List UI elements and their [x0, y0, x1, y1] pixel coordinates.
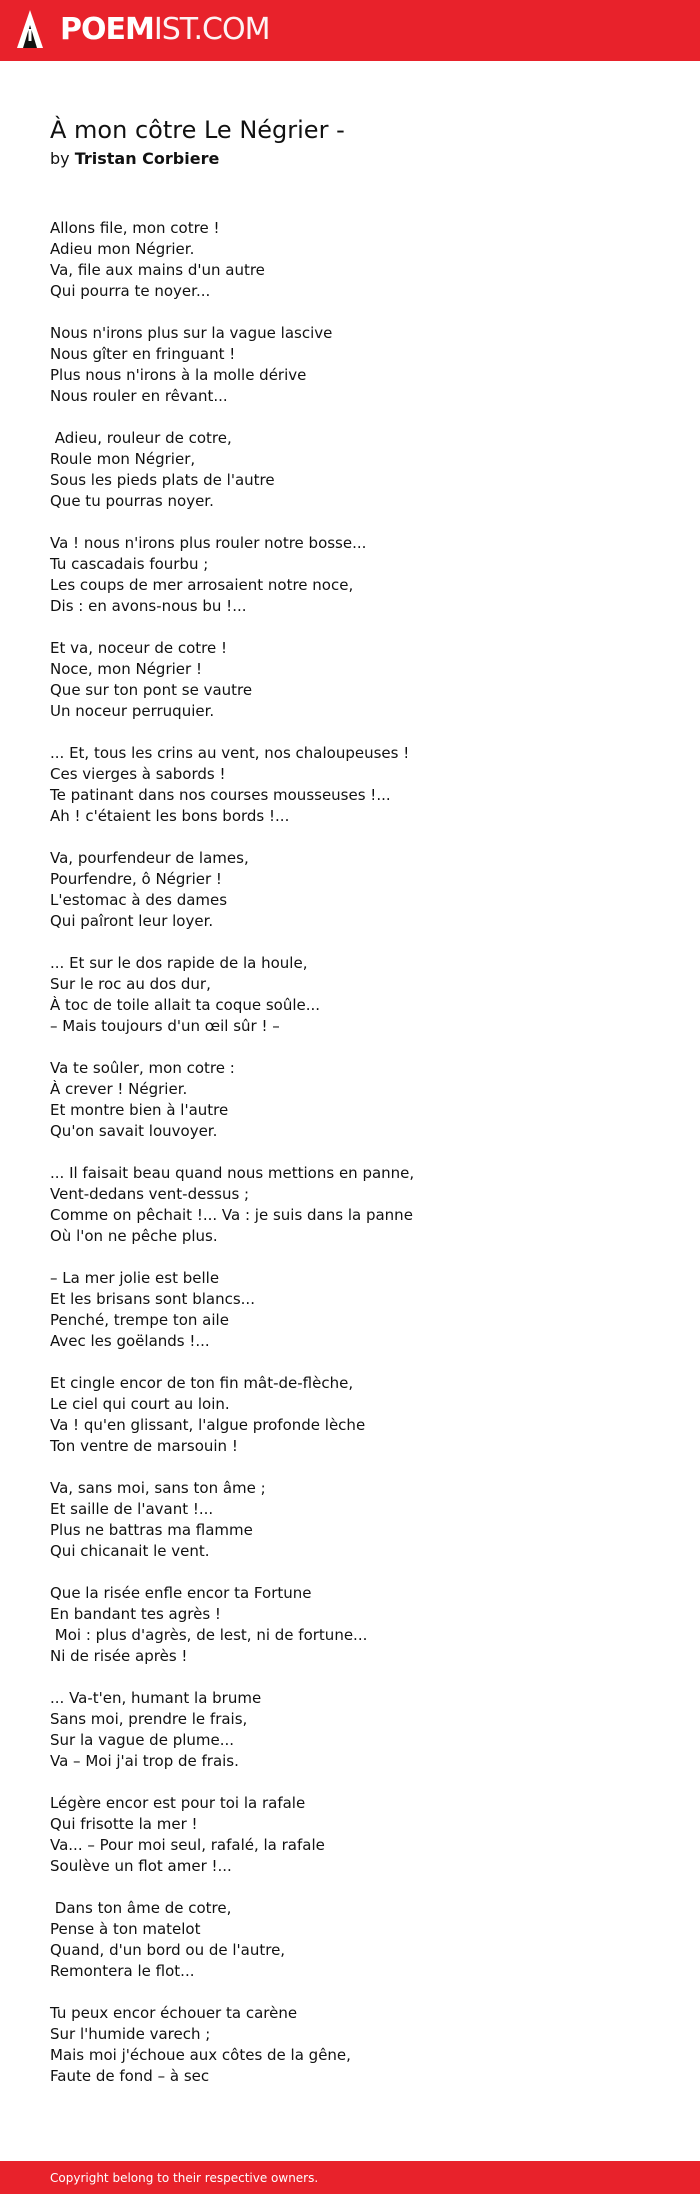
- poem-line: Pourfendre, ô Négrier !: [50, 870, 222, 888]
- poem-stanza: [50, 953, 650, 1037]
- poem-line: Penché, trempe ton aile: [50, 1311, 229, 1329]
- site-footer: [0, 2161, 700, 2194]
- poem-line: Quand, d'un bord ou de l'autre,: [50, 1941, 286, 1959]
- poem-line: Va, file aux mains d'un autre: [50, 261, 265, 279]
- poem-line: Qu'on savait louvoyer.: [50, 1122, 218, 1140]
- poem-line: Où l'on ne pêche plus.: [50, 1227, 218, 1245]
- poem-stanza: [50, 323, 650, 407]
- poem-line: Va, pourfendeur de lames,: [50, 849, 249, 867]
- poem-line: Sur la vague de plume...: [50, 1731, 235, 1749]
- poem-line: Tu peux encor échouer ta carène: [50, 2004, 298, 2022]
- poem-line: Que tu pourras noyer.: [50, 492, 214, 510]
- poem-line: À toc de toile allait ta coque soûle...: [50, 996, 321, 1014]
- copyright-text: Copyright belong to their respective owners.: [50, 2171, 319, 2185]
- poem-line: Et saille de l'avant !...: [50, 1500, 214, 1518]
- poem-stanza: [50, 1478, 650, 1562]
- poem-line: Qui chicanait le vent.: [50, 1542, 210, 1560]
- poem-line: Un noceur perruquier.: [50, 702, 215, 720]
- pen-nib-icon[interactable]: [16, 9, 44, 51]
- poem-line: Et les brisans sont blancs...: [50, 1290, 255, 1308]
- poem-stanza: [50, 743, 650, 827]
- poem-line: Te patinant dans nos courses mousseuses !...: [50, 786, 391, 804]
- poem-line: Roule mon Négrier,: [50, 450, 196, 468]
- poem-line: Faute de fond – à sec: [50, 2067, 210, 2085]
- poem-stanza: [50, 218, 650, 302]
- poem-line: Comme on pêchait !... Va : je suis dans la panne: [50, 1206, 413, 1224]
- poem-line: Va ! qu'en glissant, l'algue profonde lèche: [50, 1416, 366, 1434]
- poem-body: [50, 218, 650, 2108]
- poem-line: Nous gîter en fringuant !: [50, 345, 236, 363]
- poem-line: Ah ! c'étaient les bons bords !...: [50, 807, 290, 825]
- poem-stanza: [50, 1163, 650, 1247]
- poem-line: Remontera le flot...: [50, 1962, 195, 1980]
- poem-line: Le ciel qui court au loin.: [50, 1395, 230, 1413]
- poem-stanza: [50, 1268, 650, 1352]
- poem-stanza: [50, 1373, 650, 1457]
- poem-line: Ton ventre de marsouin !: [50, 1437, 238, 1455]
- poem-stanza: [50, 428, 650, 512]
- poem-line: Va, sans moi, sans ton âme ;: [50, 1479, 266, 1497]
- poem-line: Ces vierges à sabords !: [50, 765, 226, 783]
- site-header: [0, 0, 700, 61]
- poem-line: Mais moi j'échoue aux côtes de la gêne,: [50, 2046, 351, 2064]
- poem-line: Va te soûler, mon cotre :: [50, 1059, 235, 1077]
- poem-stanza: [50, 1793, 650, 1877]
- poem-line: – Mais toujours d'un œil sûr ! –: [50, 1017, 280, 1035]
- logo-bold-text: POEM: [60, 12, 154, 47]
- poem-line: Soulève un flot amer !...: [50, 1857, 232, 1875]
- poem-line: L'estomac à des dames: [50, 891, 228, 909]
- author-name[interactable]: Tristan Corbiere: [74, 149, 220, 168]
- poem-line: Noce, mon Négrier !: [50, 660, 202, 678]
- poem-line: Sur l'humide varech ;: [50, 2025, 211, 2043]
- byline: [50, 148, 219, 170]
- poem-line: Légère encor est pour toi la rafale: [50, 1794, 306, 1812]
- poem-line: Les coups de mer arrosaient notre noce,: [50, 576, 354, 594]
- poem-line: Va – Moi j'ai trop de frais.: [50, 1752, 239, 1770]
- poem-line: Avec les goëlands !...: [50, 1332, 210, 1350]
- poem-stanza: [50, 638, 650, 722]
- poem-line: Et montre bien à l'autre: [50, 1101, 229, 1119]
- poem-line: ... Il faisait beau quand nous mettions en panne,: [50, 1164, 415, 1182]
- poem-line: Vent-dedans vent-dessus ;: [50, 1185, 250, 1203]
- poem-line: Moi : plus d'agrès, de lest, ni de fortune...: [50, 1626, 368, 1644]
- poem-line: Dans ton âme de cotre,: [50, 1899, 232, 1917]
- poem-line: Nous rouler en rêvant...: [50, 387, 228, 405]
- poem-line: Va... – Pour moi seul, rafalé, la rafale: [50, 1836, 325, 1854]
- logo-light-text: IST.COM: [153, 12, 270, 47]
- poem-line: Plus ne battras ma flamme: [50, 1521, 253, 1539]
- poem-line: Dis : en avons-nous bu !...: [50, 597, 247, 615]
- poem-line: Va ! nous n'irons plus rouler notre bosse...: [50, 534, 367, 552]
- by-label: by: [50, 149, 70, 168]
- poem-line: Pense à ton matelot: [50, 1920, 201, 1938]
- poem-line: Que sur ton pont se vautre: [50, 681, 253, 699]
- poem-line: ... Va-t'en, humant la brume: [50, 1689, 262, 1707]
- poem-line: Nous n'irons plus sur la vague lascive: [50, 324, 333, 342]
- poem-stanza: [50, 1583, 650, 1667]
- poem-stanza: [50, 1058, 650, 1142]
- poem-stanza: [50, 1898, 650, 1982]
- poem-line: Qui pourra te noyer...: [50, 282, 211, 300]
- poem-line: Allons file, mon cotre !: [50, 219, 220, 237]
- poem-line: Adieu, rouleur de cotre,: [50, 429, 232, 447]
- poem-line: Sur le roc au dos dur,: [50, 975, 211, 993]
- poem-line: Adieu mon Négrier.: [50, 240, 195, 258]
- poem-stanza: [50, 1688, 650, 1772]
- poem-line: Plus nous n'irons à la molle dérive: [50, 366, 307, 384]
- poem-line: – La mer jolie est belle: [50, 1269, 220, 1287]
- poem-line: Sans moi, prendre le frais,: [50, 1710, 248, 1728]
- poem-title: À mon côtre Le Négrier -: [50, 116, 345, 144]
- poem-line: Que la risée enfle encor ta Fortune: [50, 1584, 312, 1602]
- poem-stanza: [50, 533, 650, 617]
- poem-stanza: [50, 848, 650, 932]
- poem-line: Et va, noceur de cotre !: [50, 639, 228, 657]
- poem-line: ... Et, tous les crins au vent, nos chaloupeuses !: [50, 744, 410, 762]
- poem-line: Qui frisotte la mer !: [50, 1815, 198, 1833]
- poem-line: ... Et sur le dos rapide de la houle,: [50, 954, 308, 972]
- poem-line: Sous les pieds plats de l'autre: [50, 471, 275, 489]
- poem-line: Ni de risée après !: [50, 1647, 188, 1665]
- poem-line: Qui paîront leur loyer.: [50, 912, 214, 930]
- poem-stanza: [50, 2003, 650, 2087]
- poem-line: Et cingle encor de ton fin mât-de-flèche,: [50, 1374, 354, 1392]
- poem-line: Tu cascadais fourbu ;: [50, 555, 209, 573]
- site-logo[interactable]: [60, 12, 269, 48]
- poem-line: En bandant tes agrès !: [50, 1605, 221, 1623]
- poem-line: À crever ! Négrier.: [50, 1080, 188, 1098]
